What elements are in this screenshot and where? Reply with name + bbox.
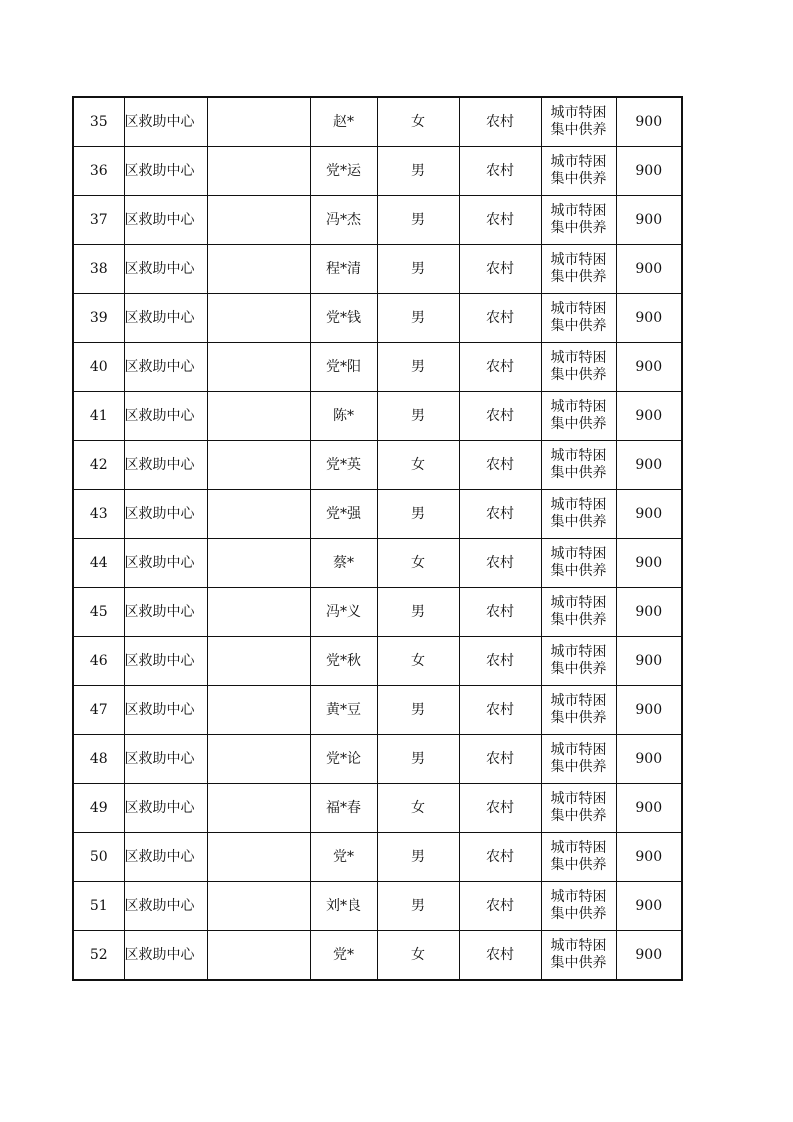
table-body [73,97,682,980]
residence-cell: 农村 [459,196,541,245]
table-row [73,735,682,784]
sex-cell: 女 [377,931,459,981]
sex-cell: 男 [377,833,459,882]
category-line: 城市特困 [550,742,607,758]
unit-cell: 区救助中心 [124,931,207,981]
category-line: 城市特困 [550,203,607,219]
sex-cell: 男 [377,147,459,196]
residence-cell: 农村 [459,294,541,343]
table-row [73,588,682,637]
blank-cell [207,392,310,441]
residence-cell: 农村 [459,392,541,441]
table-row [73,931,682,981]
amount-cell: 900 [616,392,682,441]
amount-cell: 900 [616,637,682,686]
category-line: 城市特困 [550,497,607,513]
category-cell [541,588,616,637]
category-cell [541,833,616,882]
category-line: 集中供养 [550,514,607,530]
table-row [73,441,682,490]
table-row [73,294,682,343]
unit-cell: 区救助中心 [124,343,207,392]
category-cell [541,245,616,294]
blank-cell [207,196,310,245]
category-line: 城市特困 [550,252,607,268]
sex-cell: 男 [377,490,459,539]
category-line: 集中供养 [550,759,607,775]
row-number-cell: 42 [73,441,124,490]
category-line: 城市特困 [550,693,607,709]
row-number-cell: 52 [73,931,124,981]
category-line: 城市特困 [550,938,607,954]
residence-cell: 农村 [459,784,541,833]
blank-cell [207,294,310,343]
row-number-cell: 49 [73,784,124,833]
category-line: 城市特困 [550,301,607,317]
category-line: 集中供养 [550,269,607,285]
amount-cell: 900 [616,97,682,147]
sex-cell: 女 [377,637,459,686]
sex-cell: 男 [377,196,459,245]
amount-cell: 900 [616,833,682,882]
amount-cell: 900 [616,294,682,343]
unit-cell: 区救助中心 [124,833,207,882]
category-cell [541,784,616,833]
category-line: 集中供养 [550,367,607,383]
blank-cell [207,833,310,882]
table-row [73,882,682,931]
amount-cell: 900 [616,245,682,294]
sex-cell: 男 [377,882,459,931]
unit-cell: 区救助中心 [124,539,207,588]
residence-cell: 农村 [459,147,541,196]
name-cell: 党*运 [310,147,377,196]
amount-cell: 900 [616,490,682,539]
blank-cell [207,735,310,784]
category-line: 城市特困 [550,154,607,170]
category-line: 城市特困 [550,644,607,660]
name-cell: 党*阳 [310,343,377,392]
category-cell [541,196,616,245]
row-number-cell: 48 [73,735,124,784]
blank-cell [207,343,310,392]
table-row [73,245,682,294]
unit-cell: 区救助中心 [124,686,207,735]
residence-cell: 农村 [459,637,541,686]
category-line: 集中供养 [550,857,607,873]
name-cell: 党*论 [310,735,377,784]
row-number-cell: 35 [73,97,124,147]
sex-cell: 女 [377,97,459,147]
unit-cell: 区救助中心 [124,147,207,196]
unit-cell: 区救助中心 [124,245,207,294]
unit-cell: 区救助中心 [124,882,207,931]
blank-cell [207,588,310,637]
table-row [73,490,682,539]
name-cell: 福*春 [310,784,377,833]
category-cell [541,294,616,343]
row-number-cell: 38 [73,245,124,294]
table-row [73,784,682,833]
unit-cell: 区救助中心 [124,490,207,539]
row-number-cell: 36 [73,147,124,196]
amount-cell: 900 [616,686,682,735]
residence-cell: 农村 [459,539,541,588]
category-line: 集中供养 [550,808,607,824]
blank-cell [207,441,310,490]
amount-cell: 900 [616,588,682,637]
table-row [73,539,682,588]
blank-cell [207,784,310,833]
residence-cell: 农村 [459,686,541,735]
amount-cell: 900 [616,882,682,931]
table-row [73,147,682,196]
category-line: 集中供养 [550,710,607,726]
category-line: 城市特困 [550,105,607,121]
residence-cell: 农村 [459,588,541,637]
category-cell [541,490,616,539]
category-cell [541,441,616,490]
row-number-cell: 44 [73,539,124,588]
category-cell [541,343,616,392]
row-number-cell: 46 [73,637,124,686]
sex-cell: 男 [377,245,459,294]
amount-cell: 900 [616,735,682,784]
name-cell: 程*清 [310,245,377,294]
beneficiary-table [72,96,683,981]
sex-cell: 男 [377,588,459,637]
category-cell [541,97,616,147]
blank-cell [207,539,310,588]
category-line: 集中供养 [550,318,607,334]
residence-cell: 农村 [459,882,541,931]
table-row [73,343,682,392]
unit-cell: 区救助中心 [124,294,207,343]
table-row [73,196,682,245]
sex-cell: 男 [377,294,459,343]
category-cell [541,882,616,931]
category-line: 集中供养 [550,171,607,187]
table-row [73,97,682,147]
row-number-cell: 45 [73,588,124,637]
category-line: 集中供养 [550,906,607,922]
category-line: 集中供养 [550,661,607,677]
unit-cell: 区救助中心 [124,588,207,637]
category-cell [541,735,616,784]
unit-cell: 区救助中心 [124,637,207,686]
sex-cell: 男 [377,735,459,784]
unit-cell: 区救助中心 [124,196,207,245]
name-cell: 陈* [310,392,377,441]
row-number-cell: 51 [73,882,124,931]
name-cell: 冯*义 [310,588,377,637]
blank-cell [207,490,310,539]
category-line: 集中供养 [550,612,607,628]
category-line: 集中供养 [550,220,607,236]
residence-cell: 农村 [459,833,541,882]
category-line: 集中供养 [550,955,607,971]
residence-cell: 农村 [459,441,541,490]
amount-cell: 900 [616,196,682,245]
amount-cell: 900 [616,539,682,588]
name-cell: 黄*豆 [310,686,377,735]
residence-cell: 农村 [459,97,541,147]
name-cell: 蔡* [310,539,377,588]
name-cell: 党*钱 [310,294,377,343]
blank-cell [207,147,310,196]
category-line: 城市特困 [550,350,607,366]
category-line: 城市特困 [550,889,607,905]
row-number-cell: 40 [73,343,124,392]
amount-cell: 900 [616,147,682,196]
row-number-cell: 47 [73,686,124,735]
sex-cell: 男 [377,686,459,735]
blank-cell [207,882,310,931]
unit-cell: 区救助中心 [124,392,207,441]
row-number-cell: 50 [73,833,124,882]
category-line: 集中供养 [550,416,607,432]
sex-cell: 女 [377,539,459,588]
name-cell: 党* [310,833,377,882]
name-cell: 党*秋 [310,637,377,686]
row-number-cell: 41 [73,392,124,441]
category-cell [541,931,616,981]
name-cell: 赵* [310,97,377,147]
sex-cell: 男 [377,392,459,441]
row-number-cell: 39 [73,294,124,343]
name-cell: 党*强 [310,490,377,539]
category-cell [541,392,616,441]
name-cell: 冯*杰 [310,196,377,245]
residence-cell: 农村 [459,490,541,539]
category-line: 城市特困 [550,791,607,807]
sex-cell: 女 [377,441,459,490]
category-line: 城市特困 [550,546,607,562]
name-cell: 刘*良 [310,882,377,931]
amount-cell: 900 [616,343,682,392]
blank-cell [207,97,310,147]
unit-cell: 区救助中心 [124,97,207,147]
unit-cell: 区救助中心 [124,735,207,784]
amount-cell: 900 [616,441,682,490]
category-cell [541,147,616,196]
blank-cell [207,686,310,735]
amount-cell: 900 [616,931,682,981]
category-line: 集中供养 [550,563,607,579]
blank-cell [207,637,310,686]
blank-cell [207,245,310,294]
residence-cell: 农村 [459,931,541,981]
row-number-cell: 37 [73,196,124,245]
sex-cell: 女 [377,784,459,833]
blank-cell [207,931,310,981]
category-cell [541,539,616,588]
category-line: 城市特困 [550,840,607,856]
category-line: 集中供养 [550,465,607,481]
category-cell [541,637,616,686]
unit-cell: 区救助中心 [124,784,207,833]
category-cell [541,686,616,735]
table-row [73,833,682,882]
amount-cell: 900 [616,784,682,833]
category-line: 城市特困 [550,399,607,415]
table-row [73,392,682,441]
residence-cell: 农村 [459,245,541,294]
category-line: 城市特困 [550,595,607,611]
residence-cell: 农村 [459,343,541,392]
unit-cell: 区救助中心 [124,441,207,490]
category-line: 集中供养 [550,122,607,138]
table-row [73,686,682,735]
category-line: 城市特困 [550,448,607,464]
residence-cell: 农村 [459,735,541,784]
sex-cell: 男 [377,343,459,392]
row-number-cell: 43 [73,490,124,539]
table-row [73,637,682,686]
name-cell: 党*英 [310,441,377,490]
name-cell: 党* [310,931,377,981]
